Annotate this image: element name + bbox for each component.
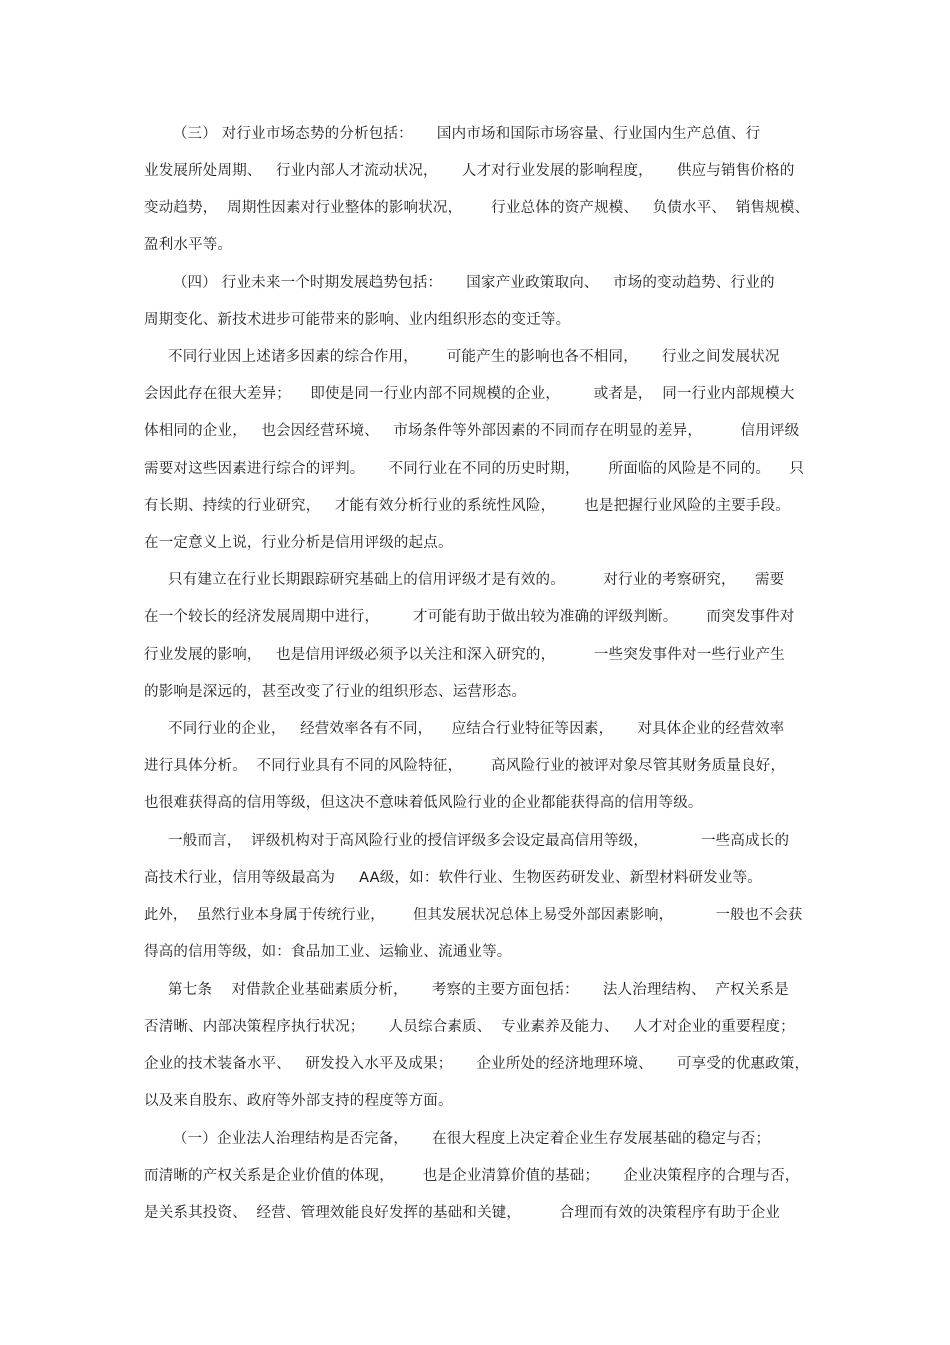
text-line: 此外， 虽然行业本身属于传统行业， 但其发展状况总体上易受外部因素影响， 一般也不会获 (144, 907, 803, 923)
text-line: 需要对这些因素进行综合的评判。 不同行业在不同的历史时期， 所面临的风险是不同的。 只 (144, 461, 805, 477)
text-line: 不同行业的企业， 经营效率各有不同， 应结合行业特征等因素， 对具体企业的经营效率 (144, 721, 785, 737)
text-line: 体相同的企业， 也会因经营环境、 市场条件等外部因素的不同而存在明显的差异， 信用评级 (144, 423, 800, 439)
text-line: 有长期、持续的行业研究， 才能有效分析行业的系统性风险， 也是把握行业风险的主要手段。 (144, 498, 790, 514)
text-line: （四） 行业未来一个时期发展趋势包括： 国家产业政策取向、 市场的变动趋势、行业的 (144, 275, 775, 291)
text-line: 在一定意义上说，行业分析是信用评级的起点。 (144, 535, 453, 551)
text-line: 企业的技术装备水平、 研发投入水平及成果； 企业所处的经济地理环境、 可享受的优惠政策， (144, 1056, 810, 1072)
text-line: （一）企业法人治理结构是否完备， 在很大程度上决定着企业生存发展基础的稳定与否； (144, 1131, 771, 1147)
text-line: 得高的信用等级，如：食品加工业、运输业、流通业等。 (144, 944, 512, 960)
text-line: 在一个较长的经济发展周期中进行， 才可能有助于做出较为准确的评级判断。 而突发事件对 (144, 609, 795, 625)
text-line: 会因此存在很大差异； 即使是同一行业内部不同规模的企业， 或者是， 同一行业内部规模大 (144, 386, 795, 402)
text-line: 以及来自股东、政府等外部支持的程度等方面。 (144, 1093, 453, 1109)
text-line: 业发展所处周期、 行业内部人才流动状况， 人才对行业发展的影响程度， 供应与销售价格的 (144, 163, 795, 179)
text-line: 不同行业因上述诸多因素的综合作用， 可能产生的影响也各不相同， 行业之间发展状况 (144, 349, 780, 365)
text-line: （三） 对行业市场态势的分析包括： 国内市场和国际市场容量、行业国内生产总值、行 (144, 126, 761, 142)
text-line: 周期变化、新技术进步可能带来的影响、业内组织形态的变迁等。 (144, 312, 571, 328)
text-line: 变动趋势， 周期性因素对行业整体的影响状况， 行业总体的资产规模、 负债水平、 销售规模、 (144, 200, 810, 216)
text-line: 的影响是深远的，甚至改变了行业的组织形态、运营形态。 (144, 684, 527, 700)
text-line: 一般而言， 评级机构对于高风险行业的授信评级多会设定最高信用等级， 一些高成长的 (144, 833, 790, 849)
text-line: 盈利水平等。 (144, 237, 233, 253)
text-line: 行业发展的影响， 也是信用评级必须予以关注和深入研究的， 一些突发事件对一些行业产生 (144, 647, 785, 663)
text-line: 第七条 对借款企业基础素质分析， 考察的主要方面包括： 法人治理结构、 产权关系是 (144, 982, 789, 998)
text-line: 否清晰、内部决策程序执行状况； 人员综合素质、 专业素养及能力、 人才对企业的重要程度； (144, 1019, 795, 1035)
text-line: 高技术行业，信用等级最高为 AA级，如：软件行业、生物医药研发业、新型材料研发业等。 (144, 870, 762, 886)
text-line: 而清晰的产权关系是企业价值的体现， 也是企业清算价值的基础； 企业决策程序的合理与否， (144, 1168, 800, 1184)
text-line: 也很难获得高的信用等级，但这决不意味着低风险行业的企业都能获得高的信用等级。 (144, 795, 703, 811)
text-line: 只有建立在行业长期跟踪研究基础上的信用评级才是有效的。 对行业的考察研究， 需要 (144, 572, 785, 588)
text-line: 是关系其投资、 经营、管理效能良好发挥的基础和关键， 合理而有效的决策程序有助于企业 (144, 1205, 781, 1221)
text-line: 进行具体分析。 不同行业具有不同的风险特征， 高风险行业的被评对象尽管其财务质量良好， (144, 758, 786, 774)
